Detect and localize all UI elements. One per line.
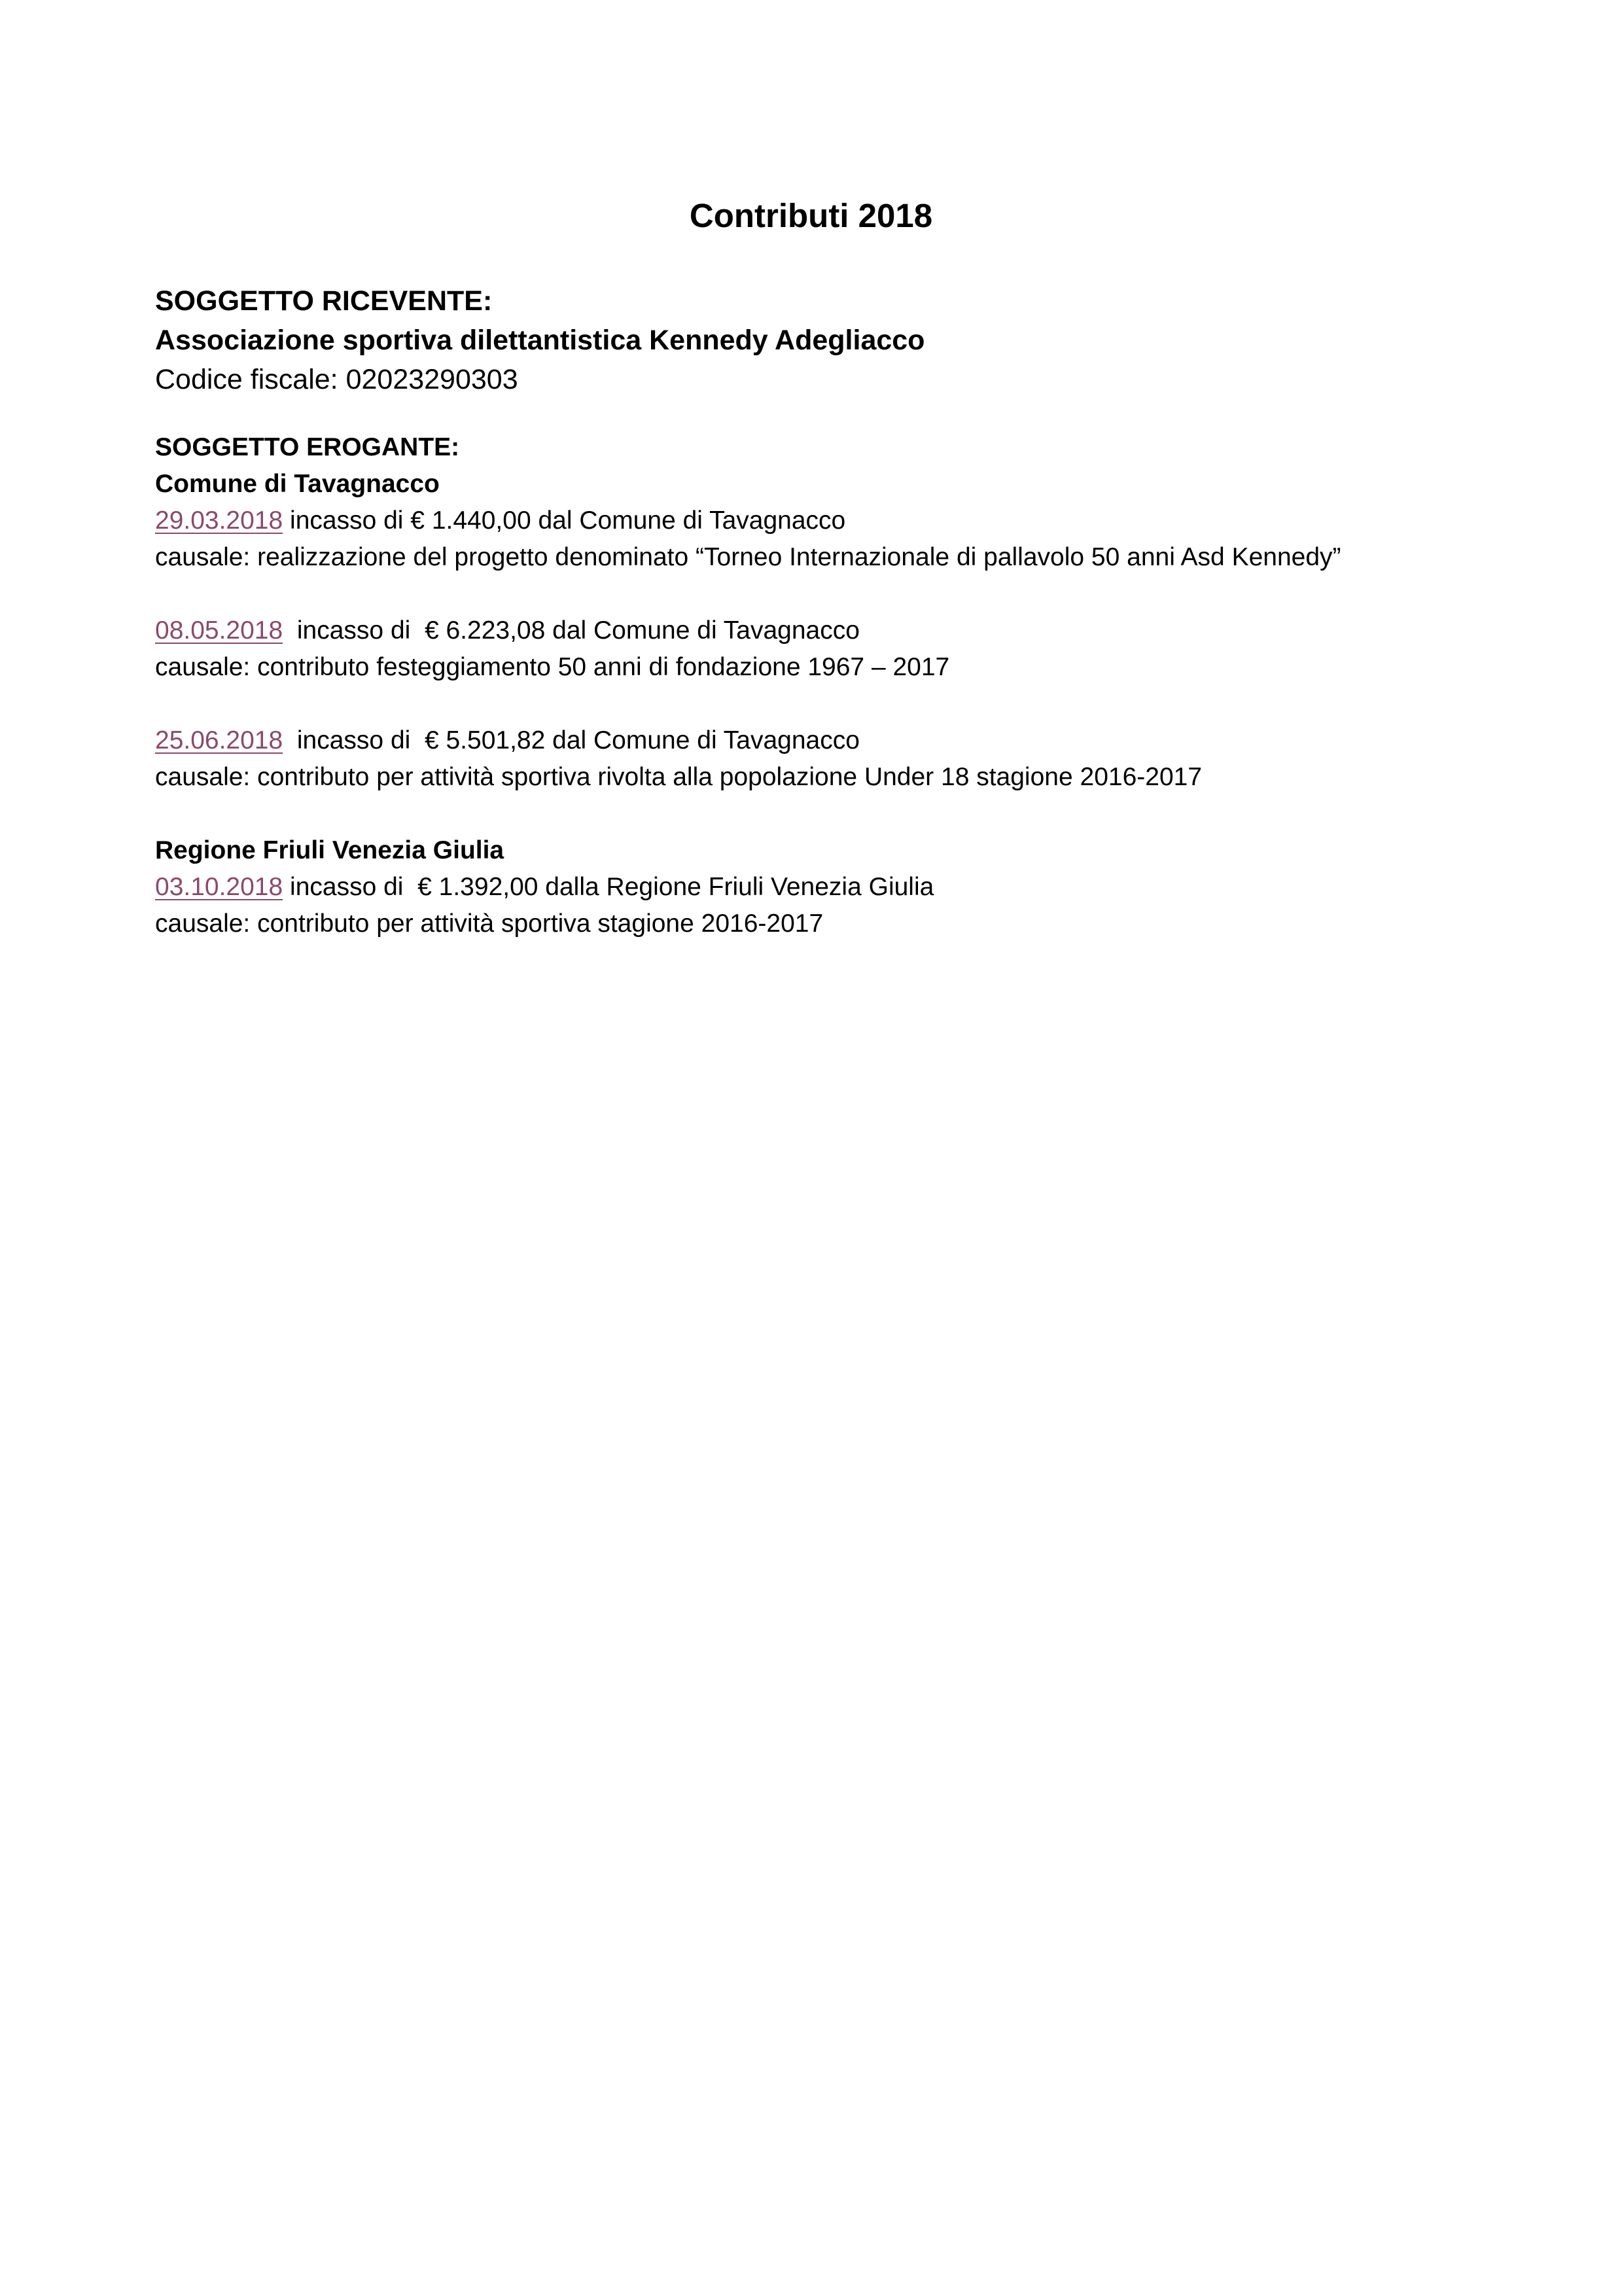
entry-reason: causale: contributo per attività sportiva rivolta alla popolazione Under 18 stagione 2016-2017: [155, 763, 1203, 791]
entry-line: [155, 612, 1496, 649]
entry-text: incasso di € 1.392,00 dalla Regione Friuli Venezia Giulia: [283, 873, 934, 901]
contribution-entry: [155, 869, 1496, 942]
contribution-entry: [155, 503, 1496, 576]
entry-line: [155, 722, 1496, 759]
entry-reason: causale: realizzazione del progetto denominato “Torneo Internazionale di pallavolo 50 anni Asd Kennedy”: [155, 543, 1341, 571]
entry-text: incasso di € 1.440,00 dal Comune di Tavagnacco: [283, 506, 846, 535]
entry-date-link[interactable]: 25.06.2018: [155, 726, 283, 754]
recipient-fiscal-code: Codice fiscale: 02023290303: [155, 364, 518, 395]
page-title: Contributi 2018: [689, 197, 933, 234]
entry-date-link[interactable]: 08.05.2018: [155, 616, 283, 645]
entry-text: incasso di € 5.501,82 dal Comune di Tavagnacco: [283, 726, 860, 754]
donor-section: [155, 429, 1496, 942]
entry-text: incasso di € 6.223,08 dal Comune di Tavagnacco: [283, 616, 860, 645]
entry-line: [155, 869, 1496, 906]
document-body: [155, 281, 1496, 942]
recipient-heading: SOGGETTO RICEVENTE:: [155, 285, 493, 317]
donor-group: [155, 832, 1496, 942]
entry-date-link[interactable]: 29.03.2018: [155, 506, 283, 535]
entry-reason: causale: contributo per attività sportiva stagione 2016-2017: [155, 910, 824, 938]
entry-reason: causale: contributo festeggiamento 50 anni di fondazione 1967 – 2017: [155, 653, 950, 681]
donor-group-name: Regione Friuli Venezia Giulia: [155, 836, 504, 864]
donor-heading: SOGGETTO EROGANTE:: [155, 433, 460, 461]
contribution-entry: [155, 722, 1496, 796]
donor-group-name: Comune di Tavagnacco: [155, 470, 440, 498]
entry-line: [155, 503, 1496, 539]
contribution-entry: [155, 612, 1496, 686]
entry-date-link[interactable]: 03.10.2018: [155, 873, 283, 901]
donor-group: [155, 466, 1496, 796]
recipient-name: Associazione sportiva dilettantistica Kennedy Adegliacco: [155, 325, 925, 356]
recipient-section: [155, 281, 1496, 399]
